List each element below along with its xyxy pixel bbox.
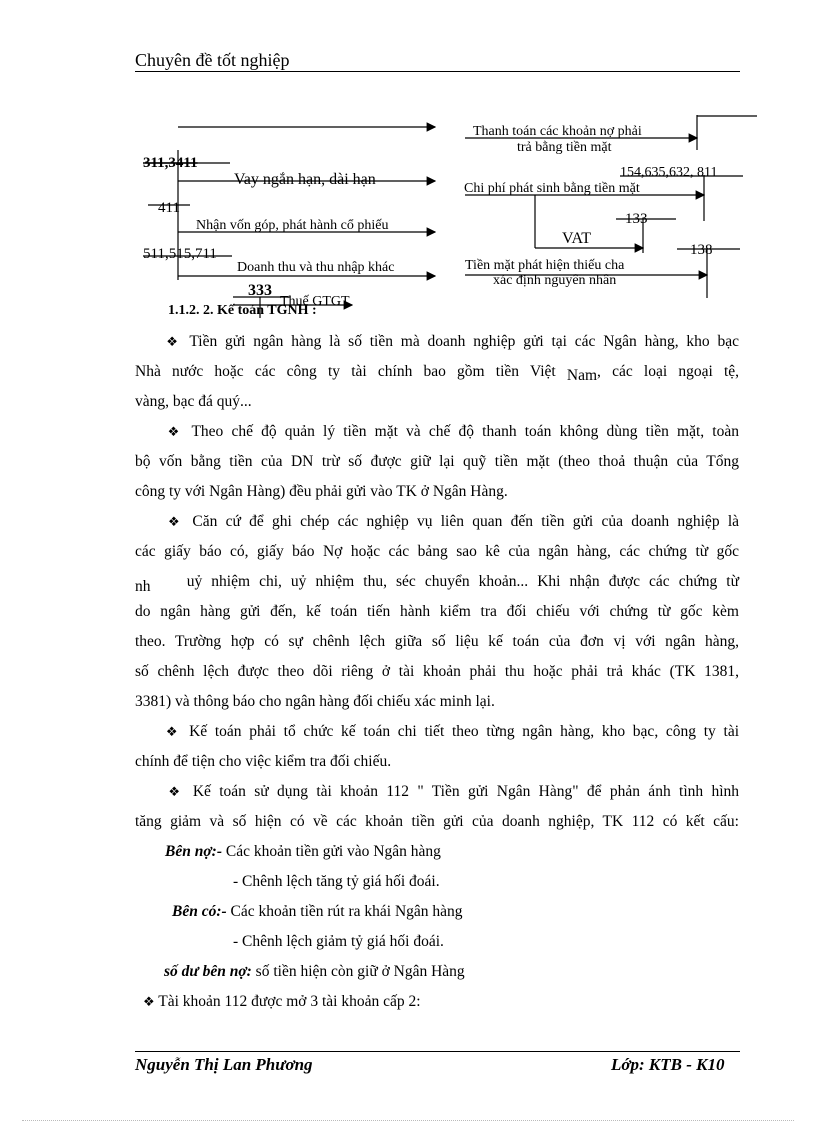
paragraph-3-line-7: 3381) và thông báo cho ngân hàng đối chiếu xác minh lại. (135, 693, 495, 710)
bullet-icon: ❖ (168, 514, 185, 529)
label-von: Nhận vốn góp, phát hành cổ phiếu (196, 218, 389, 233)
paragraph-4-line-1: ❖ Kế toán phải tổ chức kế toán chi tiết theo từng ngân hàng, kho bạc, công ty tài (165, 723, 740, 740)
bullet-icon: ❖ (165, 724, 182, 739)
label-doanhthu: Doanh thu và thu nhập khác (237, 260, 395, 275)
ben-co-row: Bên có:- Các khoản tiền rút ra khái Ngân hàng (172, 903, 463, 920)
paragraph-6: ❖ Tài khoản 112 được mở 3 tài khoản cấp 2: (143, 993, 421, 1010)
page-bottom-edge (22, 1120, 794, 1121)
label-thieu-1: Tiền mặt phát hiện thiếu cha (465, 258, 625, 273)
label-chiphi: Chi phí phát sinh bằng tiền mặt (464, 181, 640, 196)
ben-co-label: Bên có:- (172, 903, 227, 920)
acc-311-3411: 311,3411 (143, 155, 198, 171)
acc-138: 138 (690, 242, 713, 258)
acc-511-515-711: 511,515,711 (143, 246, 217, 262)
paragraph-3-line-4: do ngân hàng gửi đến, kế toán tiến hành kiểm tra đối chiếu với chứng từ gốc kèm (135, 603, 739, 620)
ben-no-row: Bên nợ:- Các khoản tiền gửi vào Ngân hàng (165, 843, 441, 860)
paragraph-1-line-2: Nhà nước hoặc các công ty tài chính bao gồm tiền Việt Nam, các loại ngoại tệ, (135, 363, 740, 384)
footer-rule (135, 1051, 740, 1052)
paragraph-5-line-2: tăng giảm và số hiện có về các khoản tiền gửi của doanh nghiệp, TK 112 có kết cấu: (135, 813, 739, 830)
ben-co-item-2: - Chênh lệch giảm tỷ giá hối đoái. (233, 933, 444, 950)
paragraph-3-line-6: số chênh lệch được theo dõi riêng ở tài khoản phải thu hoặc phải trả khác (TK 1381, (135, 663, 739, 680)
acc-154: 154,635,632, 811 (620, 165, 718, 180)
footer-author-name: Nguyễn Thị Lan Phương (135, 1055, 313, 1074)
paragraph-3-line-5: theo. Trường hợp có sự chênh lệch giữa số liệu kế toán của đơn vị với ngân hàng, (135, 633, 739, 650)
label-thieu-2: xác định nguyên nhân (493, 273, 617, 288)
bullet-icon: ❖ (168, 784, 185, 799)
label-thue: Thuế GTGT (280, 294, 350, 309)
paragraph-1-line-1: ❖ Tiền gửi ngân hàng là số tiền mà doanh nghiệp gửi tại các Ngân hàng, kho bạc (166, 333, 739, 350)
acc-333: 333 (248, 282, 272, 299)
bullet-icon: ❖ (167, 424, 184, 439)
footer-class: Lớp: KTB - K10 (611, 1055, 725, 1074)
paragraph-3-line-2: các giấy báo có, giấy báo Nợ hoặc các bảng sao kê của ngân hàng, các chứng từ gốc (135, 543, 739, 560)
paragraph-1-line-3: vàng, bạc đá quý... (135, 393, 252, 410)
ben-no-item-2: - Chênh lệch tăng tỷ giá hối đoái. (233, 873, 440, 890)
bullet-icon: ❖ (166, 334, 182, 349)
label-thanhtoan-1: Thanh toán các khoản nợ phải (473, 124, 642, 139)
so-du-row: số dư bên nợ: số tiền hiện còn giữ ở Ngân Hàng (164, 963, 465, 980)
paragraph-2-line-3: công ty với Ngân Hàng) đều phải gửi vào TK ở Ngân Hàng. (135, 483, 508, 500)
cash-flow-diagram (0, 0, 816, 330)
paragraph-2-line-1: ❖ Theo chế độ quản lý tiền mặt và chế độ thanh toán không dùng tiền mặt, toàn (167, 423, 739, 440)
bullet-icon: ❖ (143, 994, 155, 1009)
paragraph-2-line-2: bộ vốn bằng tiền của DN trừ số được giữ lại quỹ tiền mặt (theo thoả thuận của Tổng (135, 453, 739, 470)
acc-411: 411 (158, 200, 180, 216)
section-title: 1.1.2. 2. Kế toán TGNH : (168, 303, 317, 318)
acc-133: 133 (625, 211, 648, 227)
paragraph-3-line-1: ❖ Căn cứ để ghi chép các nghiệp vụ liên quan đến tiền gửi của doanh nghiệp là (168, 513, 740, 530)
paragraph-3-line-3: nh uỷ nhiệm chi, uỷ nhiệm thu, séc chuyển khoản... Khi nhận được các chứng từ (135, 573, 739, 595)
ben-no-label: Bên nợ:- (165, 843, 222, 860)
label-thanhtoan-2: trả bằng tiền mặt (517, 140, 612, 155)
label-vay: Vay ngắn hạn, dài hạn (234, 171, 376, 188)
label-vat: VAT (562, 230, 592, 247)
so-du-label: số dư bên nợ: (164, 963, 252, 980)
paragraph-4-line-2: chính để tiện cho việc kiểm tra đối chiếu. (135, 753, 392, 770)
paragraph-5-line-1: ❖ Kế toán sử dụng tài khoản 112 " Tiền gửi Ngân Hàng" để phản ánh tình hình (168, 783, 740, 800)
page-header-title: Chuyên đề tốt nghiệp (135, 50, 290, 70)
